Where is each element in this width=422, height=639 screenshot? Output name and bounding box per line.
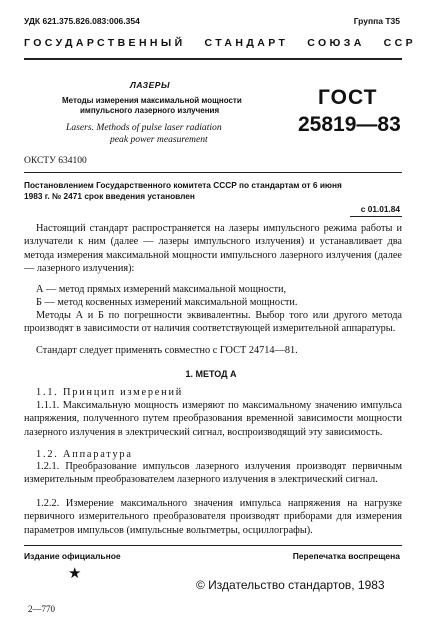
section-1-1-1-text: 1.1.1. Максимальную мощность измеряют по максимальному значению импульса напряжения, полученного путем преобразования временной зависимости мощности лазерного излучения в электрический сигнал, воспроизводящий эту зависимость. (24, 400, 402, 438)
decree-line1: Постановлением Государственного комитета СССР по стандартам от 6 июня (24, 180, 342, 190)
state-standard-title: ГОСУДАРСТВЕННЫЙ СТАНДАРТ СОЮЗА ССР (24, 37, 417, 49)
standard-name: ЛАЗЕРЫ (130, 80, 170, 90)
gost-label: ГОСТ (318, 86, 378, 109)
gost-number: 25819—83 (298, 113, 401, 136)
date-rule (350, 216, 402, 217)
intro-paragraph-1: Настоящий стандарт распространяется на лазеры импульсного режима работы и излучатели к ним (далее — лазеры импульсного излучения) и устанавливает два метода измерения максимальной мощности импульсного лазерного излучения (далее — лазерного излучения): (24, 223, 402, 275)
reprint-prohibited-label: Перепечатка воспрещена (292, 551, 400, 561)
section-1-2-title: 1.2. Аппаратура (36, 449, 133, 460)
section-1-heading: 1. МЕТОД А (185, 369, 237, 379)
section-1-2-1-text: 1.2.1. Преобразование импульсов лазерного излучения производят первичным измерительным преобразователем лазерного излучения в электрический сигнал. (24, 461, 402, 486)
intro-paragraph-2: Методы А и Б по погрешности эквивалентны. Выбор того или другого метода производят в зависимости от наличия соответствующей измерительной аппаратуры. (24, 310, 402, 335)
okstu-code: ОКСТУ 634100 (24, 156, 87, 166)
footer-rule (24, 545, 402, 546)
section-1-2-2-text: 1.2.2. Измерение максимального значения импульса напряжения на нагрузке первичного измерительного преобразователя производят приборами для измерения параметров импульсов (импульсные вольтметры, осциллографы). (24, 498, 402, 536)
subtitle-ru-line2: импульсного лазерного излучения (80, 106, 220, 115)
effective-date: с 01.01.84 (360, 204, 400, 214)
subtitle-en-line2: peak power measurement (110, 134, 208, 145)
header-rule (24, 58, 402, 60)
star-icon: ★ (68, 566, 82, 582)
okstu-rule (24, 172, 402, 173)
group-label: Группа Т35 (353, 16, 400, 26)
subtitle-ru-line1: Методы измерения максимальной мощности (62, 96, 242, 105)
decree-line2: 1983 г. № 2471 срок введения установлен (24, 191, 195, 201)
method-a-item: А — метод прямых измерений максимальной мощности, (36, 284, 287, 295)
section-1-1-title: 1.1. Принцип измерений (36, 387, 184, 398)
copyright-notice: © Издательство стандартов, 1983 (196, 578, 385, 592)
subtitle-en-line1: Lasers. Methods of pulse laser radiation (66, 122, 222, 133)
method-b-item: Б — метод косвенных измерений максимальной мощности. (36, 297, 298, 308)
intro-paragraph-3: Стандарт следует применять совместно с ГОСТ 24714—81. (36, 345, 298, 356)
udk-code: УДК 621.375.826.083:006.354 (24, 16, 140, 26)
page-code: 2—770 (28, 604, 55, 614)
official-edition-label: Издание официальное (24, 551, 121, 561)
